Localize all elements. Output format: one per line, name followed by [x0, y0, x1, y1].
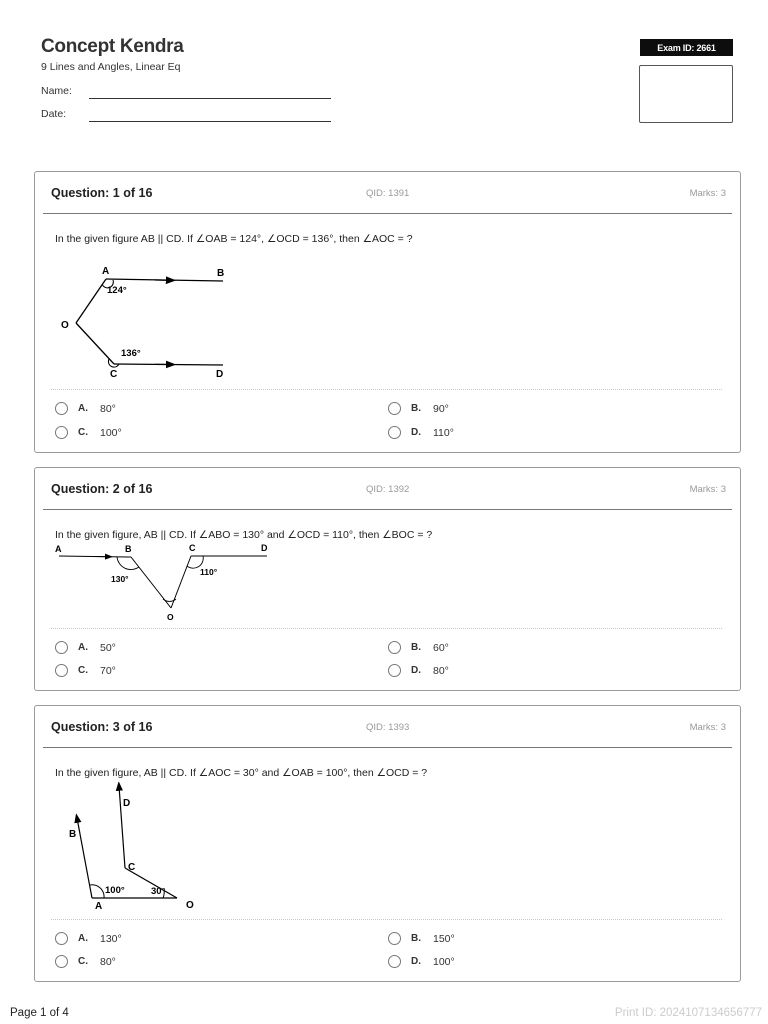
option-letter: D.: [411, 427, 421, 438]
radio-icon[interactable]: [55, 932, 68, 945]
option-text: 80°: [100, 955, 116, 968]
question-marks: Marks: 3: [689, 484, 726, 495]
radio-icon[interactable]: [388, 641, 401, 654]
figure-label-o: O: [186, 900, 194, 911]
figure-angle-label: 136°: [121, 348, 141, 359]
option-letter: B.: [411, 403, 421, 414]
option-text: 100°: [433, 955, 455, 968]
name-label: Name:: [41, 85, 72, 97]
figure-label-b: B: [217, 268, 225, 279]
question-id: QID: 1392: [366, 484, 410, 495]
option-a[interactable]: [55, 641, 116, 654]
question-text: In the given figure, AB || CD. If ∠AOC = 30° and ∠OAB = 100°, then ∠OCD = ?: [55, 767, 428, 779]
name-line[interactable]: [89, 98, 331, 99]
radio-icon[interactable]: [388, 426, 401, 439]
question-number: Question: 3 of 16: [51, 720, 153, 734]
option-text: 60°: [433, 641, 449, 654]
option-c[interactable]: [55, 664, 116, 677]
figure-angle-label: 30°: [151, 886, 166, 897]
radio-icon[interactable]: [388, 402, 401, 415]
option-letter: D.: [411, 956, 421, 967]
figure-label-a: A: [55, 544, 62, 554]
figure-angle-label: 124°: [107, 285, 127, 296]
figure-label-d: D: [261, 543, 268, 553]
question-figure: [55, 260, 235, 380]
radio-icon[interactable]: [55, 955, 68, 968]
option-letter: B.: [411, 933, 421, 944]
option-a[interactable]: [55, 932, 122, 945]
option-a[interactable]: [55, 402, 116, 415]
radio-icon[interactable]: [55, 426, 68, 439]
radio-icon[interactable]: [388, 955, 401, 968]
question-header: [43, 468, 732, 510]
options-divider: [51, 628, 722, 629]
figure-label-b: B: [69, 829, 77, 840]
question-number: Question: 2 of 16: [51, 482, 153, 496]
page-title: Concept Kendra: [41, 36, 184, 57]
figure-label-a: A: [102, 266, 110, 277]
options-divider: [51, 389, 722, 390]
option-b[interactable]: [388, 932, 455, 945]
option-d[interactable]: [388, 426, 454, 439]
question-card-3: [34, 705, 741, 982]
option-letter: B.: [411, 642, 421, 653]
figure-label-o: O: [167, 612, 174, 622]
option-c[interactable]: [55, 955, 116, 968]
question-header: [43, 172, 732, 214]
date-label: Date:: [41, 108, 67, 120]
question-card-1: [34, 171, 741, 453]
option-text: 130°: [100, 932, 122, 945]
question-text: In the given figure, AB || CD. If ∠ABO = 130° and ∠OCD = 110°, then ∠BOC = ?: [55, 529, 433, 541]
option-letter: A.: [78, 933, 88, 944]
date-line[interactable]: [89, 121, 331, 122]
question-figure: [59, 782, 199, 914]
figure-label-o: O: [61, 320, 69, 331]
option-letter: C.: [78, 665, 88, 676]
figure-angle-label: 100°: [105, 885, 125, 896]
figure-label-a: A: [95, 901, 103, 912]
option-text: 80°: [433, 664, 449, 677]
figure-angle-label: 130°: [111, 574, 129, 584]
question-id: QID: 1391: [366, 188, 410, 199]
option-b[interactable]: [388, 641, 449, 654]
figure-label-c: C: [128, 862, 136, 873]
options-divider: [51, 919, 722, 920]
radio-icon[interactable]: [388, 932, 401, 945]
radio-icon[interactable]: [55, 641, 68, 654]
option-b[interactable]: [388, 402, 449, 415]
option-text: 50°: [100, 641, 116, 654]
figure-label-c: C: [189, 543, 196, 553]
radio-icon[interactable]: [55, 664, 68, 677]
question-header: [43, 706, 732, 748]
question-text: In the given figure AB || CD. If ∠OAB = 124°, ∠OCD = 136°, then ∠AOC = ?: [55, 233, 413, 245]
option-text: 100°: [100, 426, 122, 439]
exam-box: [639, 65, 733, 123]
option-letter: C.: [78, 956, 88, 967]
option-text: 90°: [433, 402, 449, 415]
option-text: 150°: [433, 932, 455, 945]
option-letter: A.: [78, 403, 88, 414]
option-letter: D.: [411, 665, 421, 676]
option-text: 70°: [100, 664, 116, 677]
question-number: Question: 1 of 16: [51, 186, 153, 200]
question-marks: Marks: 3: [689, 188, 726, 199]
page-number: Page 1 of 4: [10, 1007, 69, 1019]
figure-label-b: B: [125, 544, 132, 554]
figure-angle-label: 110°: [200, 567, 218, 577]
radio-icon[interactable]: [55, 402, 68, 415]
option-d[interactable]: [388, 955, 455, 968]
option-letter: C.: [78, 427, 88, 438]
question-figure: [53, 542, 283, 622]
option-d[interactable]: [388, 664, 449, 677]
radio-icon[interactable]: [388, 664, 401, 677]
option-letter: A.: [78, 642, 88, 653]
print-id: Print ID: 2024107134656777: [614, 1007, 762, 1019]
figure-label-d: D: [216, 369, 224, 380]
option-c[interactable]: [55, 426, 122, 439]
option-text: 80°: [100, 402, 116, 415]
exam-id-badge: Exam ID: 2661: [640, 39, 733, 56]
question-id: QID: 1393: [366, 722, 410, 733]
option-text: 110°: [433, 426, 454, 439]
question-card-2: [34, 467, 741, 691]
figure-label-d: D: [123, 798, 131, 809]
question-marks: Marks: 3: [689, 722, 726, 733]
page-subtitle: 9 Lines and Angles, Linear Eq: [41, 61, 181, 73]
figure-label-c: C: [110, 369, 118, 380]
